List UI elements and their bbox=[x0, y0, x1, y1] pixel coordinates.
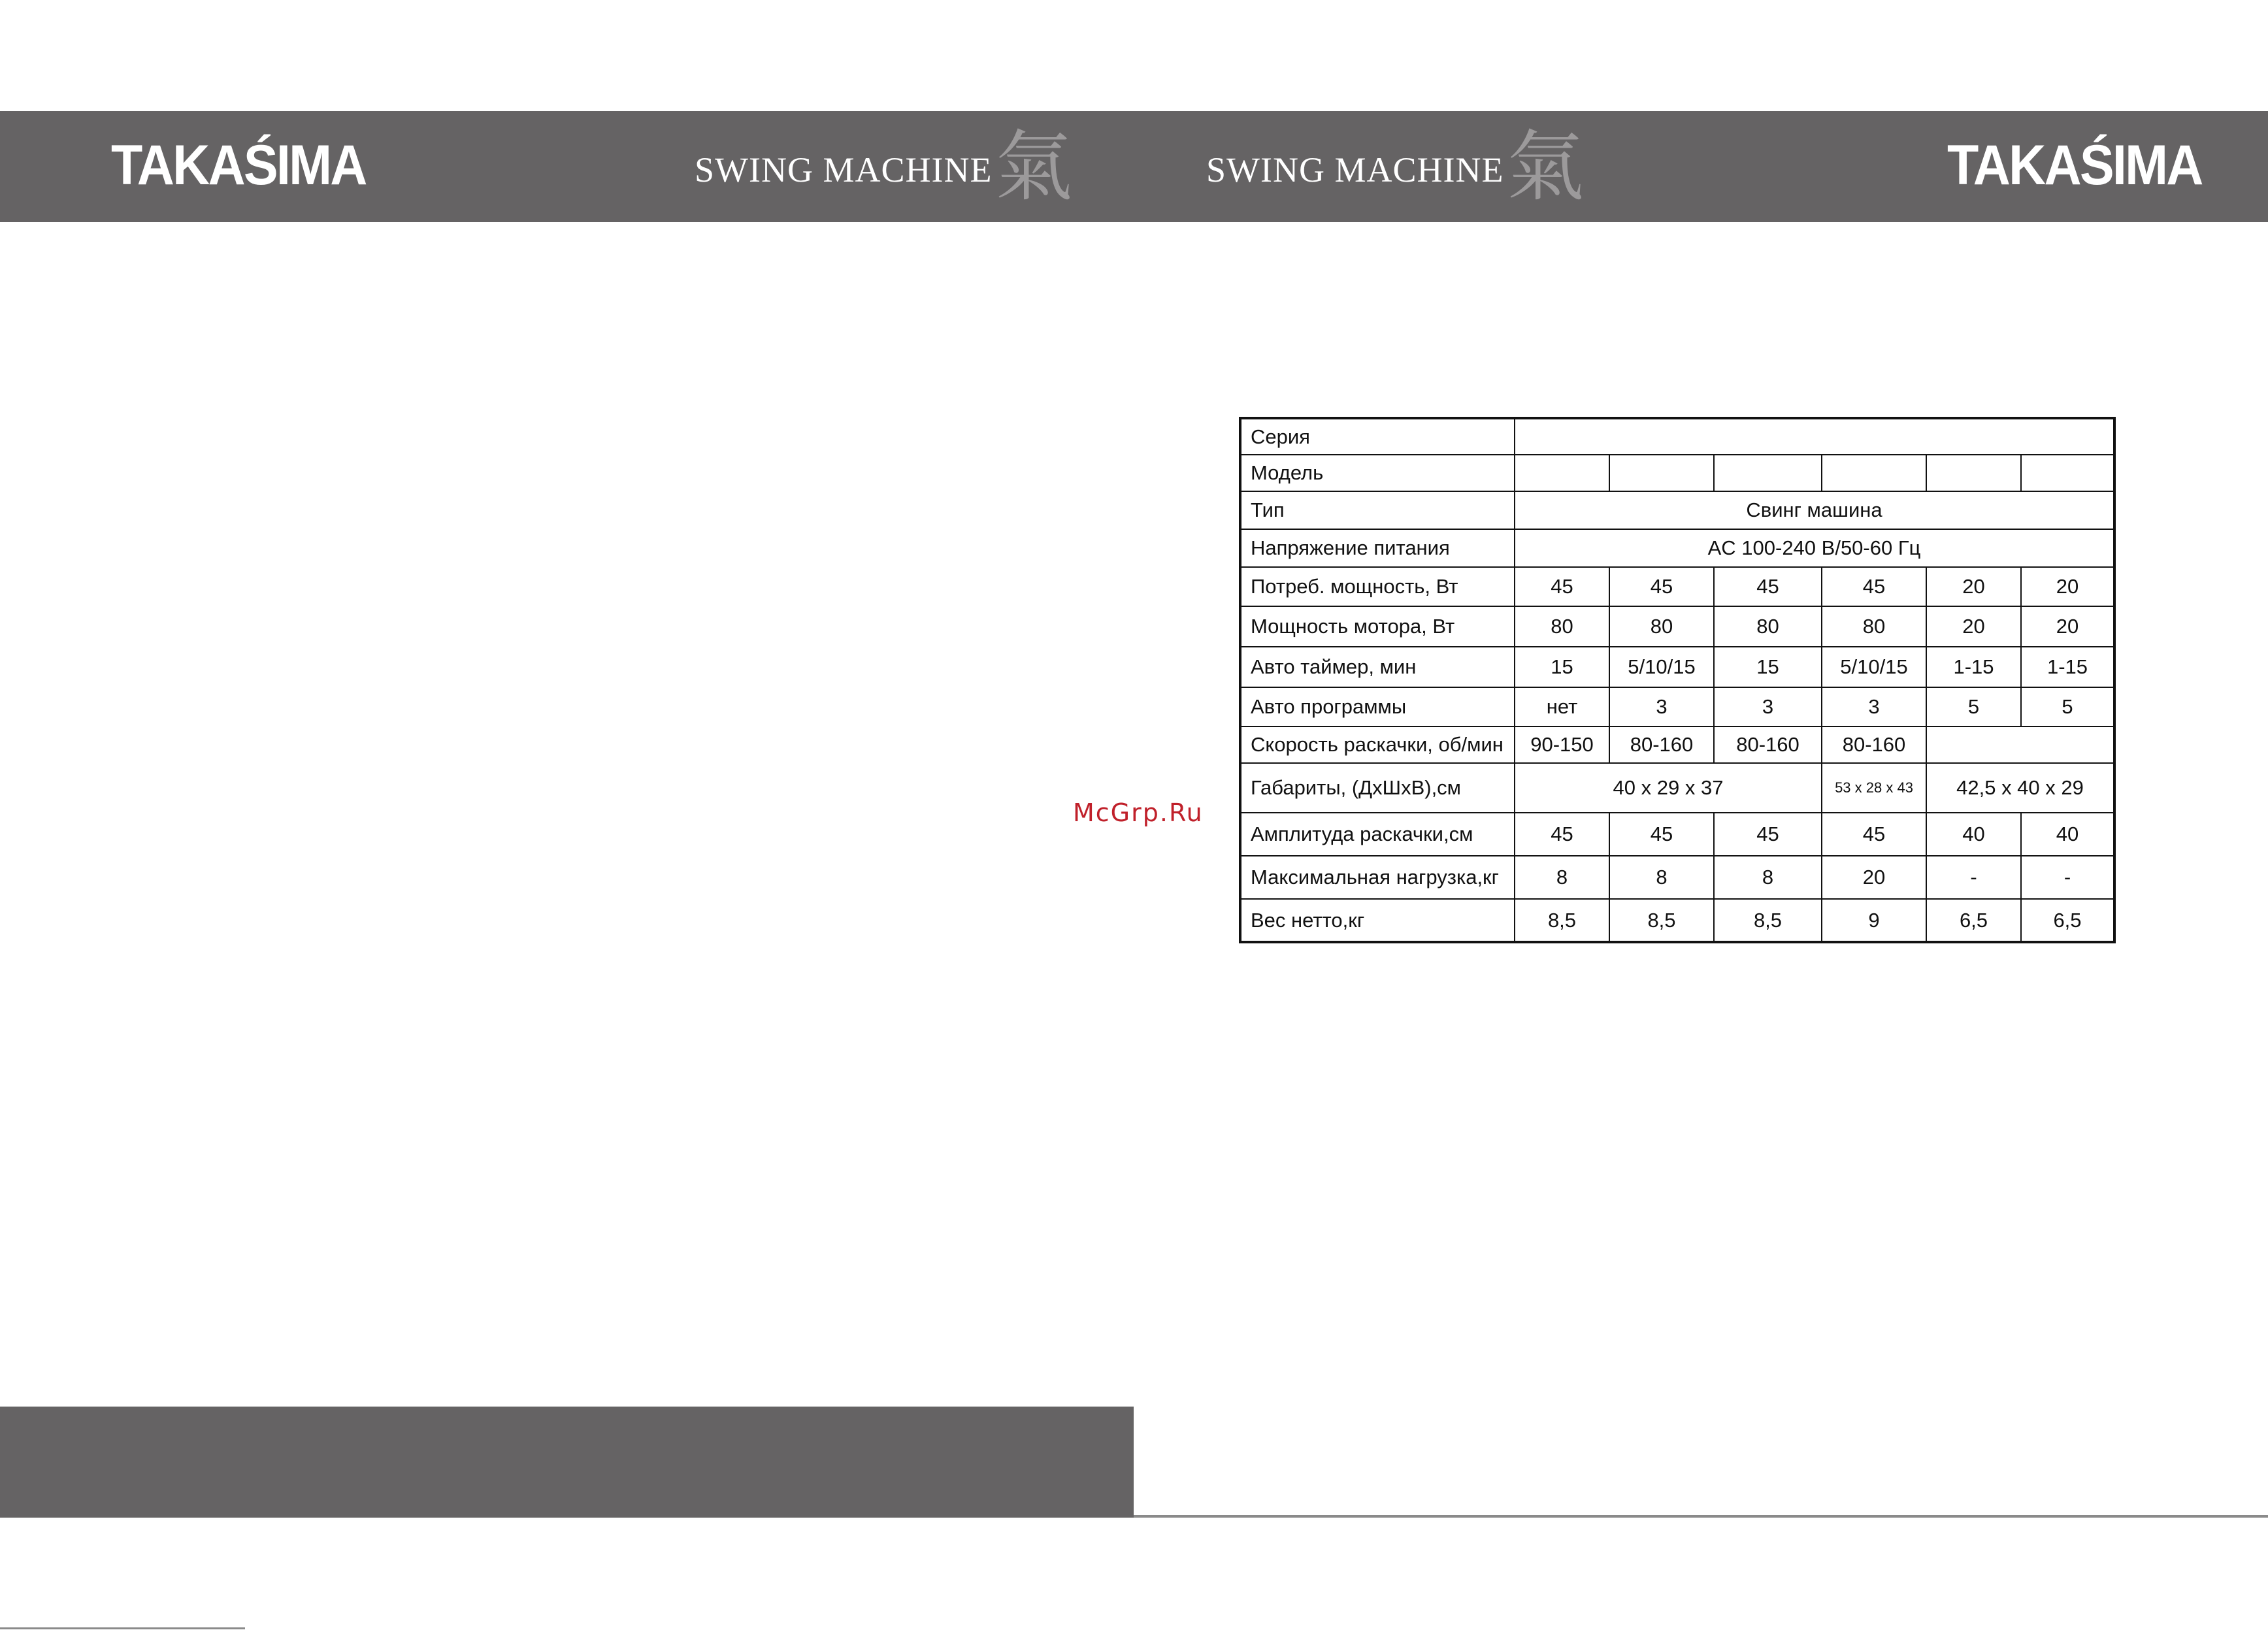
value-cell: нет bbox=[1515, 687, 1609, 726]
row-label: Модель bbox=[1240, 455, 1515, 491]
type-value: Свинг машина bbox=[1515, 491, 2114, 529]
value-cell: 80-160 bbox=[1609, 726, 1714, 763]
value-cell: 8,5 bbox=[1515, 899, 1609, 942]
value-cell: 20 bbox=[1926, 567, 2021, 606]
model-cell bbox=[1609, 455, 1714, 491]
blank-cell bbox=[1926, 726, 2114, 763]
value-cell: 15 bbox=[1714, 647, 1822, 687]
value-cell: 8 bbox=[1714, 856, 1822, 899]
table-row-net-weight bbox=[1240, 899, 2114, 942]
value-cell: 80-160 bbox=[1822, 726, 1926, 763]
brand-logo-left: TAKAŚIMA bbox=[111, 134, 366, 197]
brand-logo-right: TAKAŚIMA bbox=[1947, 134, 2202, 197]
value-cell: 80 bbox=[1822, 606, 1926, 647]
specification-table bbox=[1239, 417, 2116, 943]
row-label: Габариты, (ДхШхВ),см bbox=[1240, 763, 1515, 813]
value-cell: 1-15 bbox=[1926, 647, 2021, 687]
value-cell: 45 bbox=[1609, 813, 1714, 856]
footer-divider bbox=[1134, 1515, 2268, 1518]
table-row-auto-timer bbox=[1240, 647, 2114, 687]
value-cell: 20 bbox=[2021, 567, 2114, 606]
series-value bbox=[1515, 418, 2114, 455]
table-row-dimensions bbox=[1240, 763, 2114, 813]
watermark-text: McGrp.Ru bbox=[1073, 798, 1204, 827]
dimensions-group-c: 42,5 x 40 x 29 bbox=[1926, 763, 2114, 813]
row-label: Скорость раскачки, об/мин bbox=[1240, 726, 1515, 763]
row-label: Максимальная нагрузка,кг bbox=[1240, 856, 1515, 899]
value-cell: 5 bbox=[1926, 687, 2021, 726]
value-cell: 3 bbox=[1609, 687, 1714, 726]
value-cell: 3 bbox=[1822, 687, 1926, 726]
value-cell: - bbox=[2021, 856, 2114, 899]
value-cell: 8,5 bbox=[1714, 899, 1822, 942]
model-cell bbox=[1714, 455, 1822, 491]
model-cell bbox=[2021, 455, 2114, 491]
table-row-max-load bbox=[1240, 856, 2114, 899]
kanji-glyph-left: 氣 bbox=[995, 122, 1073, 212]
value-cell: 1-15 bbox=[2021, 647, 2114, 687]
value-cell: 6,5 bbox=[2021, 899, 2114, 942]
product-title-left: SWING MACHINE bbox=[695, 150, 993, 189]
corner-divider bbox=[0, 1627, 245, 1629]
value-cell: 9 bbox=[1822, 899, 1926, 942]
value-cell: 45 bbox=[1515, 813, 1609, 856]
model-cell bbox=[1822, 455, 1926, 491]
value-cell: 80 bbox=[1714, 606, 1822, 647]
table-row-model bbox=[1240, 455, 2114, 491]
value-cell: 80-160 bbox=[1714, 726, 1822, 763]
value-cell: 8,5 bbox=[1609, 899, 1714, 942]
table-row-series bbox=[1240, 418, 2114, 455]
row-label: Серия bbox=[1240, 418, 1515, 455]
row-label: Мощность мотора, Вт bbox=[1240, 606, 1515, 647]
row-label: Вес нетто,кг bbox=[1240, 899, 1515, 942]
table-row-auto-programs bbox=[1240, 687, 2114, 726]
table-row-voltage bbox=[1240, 529, 2114, 567]
value-cell: 45 bbox=[1609, 567, 1714, 606]
value-cell: 20 bbox=[1926, 606, 2021, 647]
value-cell: 6,5 bbox=[1926, 899, 2021, 942]
value-cell: 45 bbox=[1714, 567, 1822, 606]
row-label: Потреб. мощность, Вт bbox=[1240, 567, 1515, 606]
voltage-value: AC 100-240 В/50-60 Гц bbox=[1515, 529, 2114, 567]
value-cell: 8 bbox=[1515, 856, 1609, 899]
table-row-power-consumption bbox=[1240, 567, 2114, 606]
value-cell: 5/10/15 bbox=[1609, 647, 1714, 687]
row-label: Напряжение питания bbox=[1240, 529, 1515, 567]
value-cell: 40 bbox=[1926, 813, 2021, 856]
value-cell: 45 bbox=[1822, 813, 1926, 856]
table-row-motor-power bbox=[1240, 606, 2114, 647]
value-cell: 8 bbox=[1609, 856, 1714, 899]
model-cell bbox=[1515, 455, 1609, 491]
value-cell: 45 bbox=[1822, 567, 1926, 606]
value-cell: 80 bbox=[1515, 606, 1609, 647]
product-title-right: SWING MACHINE bbox=[1206, 150, 1504, 189]
row-label: Амплитуда раскачки,см bbox=[1240, 813, 1515, 856]
value-cell: 90-150 bbox=[1515, 726, 1609, 763]
value-cell: 3 bbox=[1714, 687, 1822, 726]
footer-band bbox=[0, 1407, 1134, 1518]
value-cell: 5/10/15 bbox=[1822, 647, 1926, 687]
value-cell: 80 bbox=[1609, 606, 1714, 647]
kanji-glyph-right: 氣 bbox=[1507, 122, 1585, 212]
model-cell bbox=[1926, 455, 2021, 491]
table-row-amplitude bbox=[1240, 813, 2114, 856]
value-cell: - bbox=[1926, 856, 2021, 899]
row-label: Тип bbox=[1240, 491, 1515, 529]
value-cell: 45 bbox=[1714, 813, 1822, 856]
row-label: Авто таймер, мин bbox=[1240, 647, 1515, 687]
value-cell: 20 bbox=[2021, 606, 2114, 647]
table-row-swing-speed bbox=[1240, 726, 2114, 763]
dimensions-group-a: 40 x 29 x 37 bbox=[1515, 763, 1822, 813]
value-cell: 40 bbox=[2021, 813, 2114, 856]
value-cell: 45 bbox=[1515, 567, 1609, 606]
row-label: Авто программы bbox=[1240, 687, 1515, 726]
value-cell: 5 bbox=[2021, 687, 2114, 726]
value-cell: 15 bbox=[1515, 647, 1609, 687]
dimensions-group-b: 53 x 28 x 43 bbox=[1822, 763, 1926, 813]
value-cell: 20 bbox=[1822, 856, 1926, 899]
table-row-type bbox=[1240, 491, 2114, 529]
